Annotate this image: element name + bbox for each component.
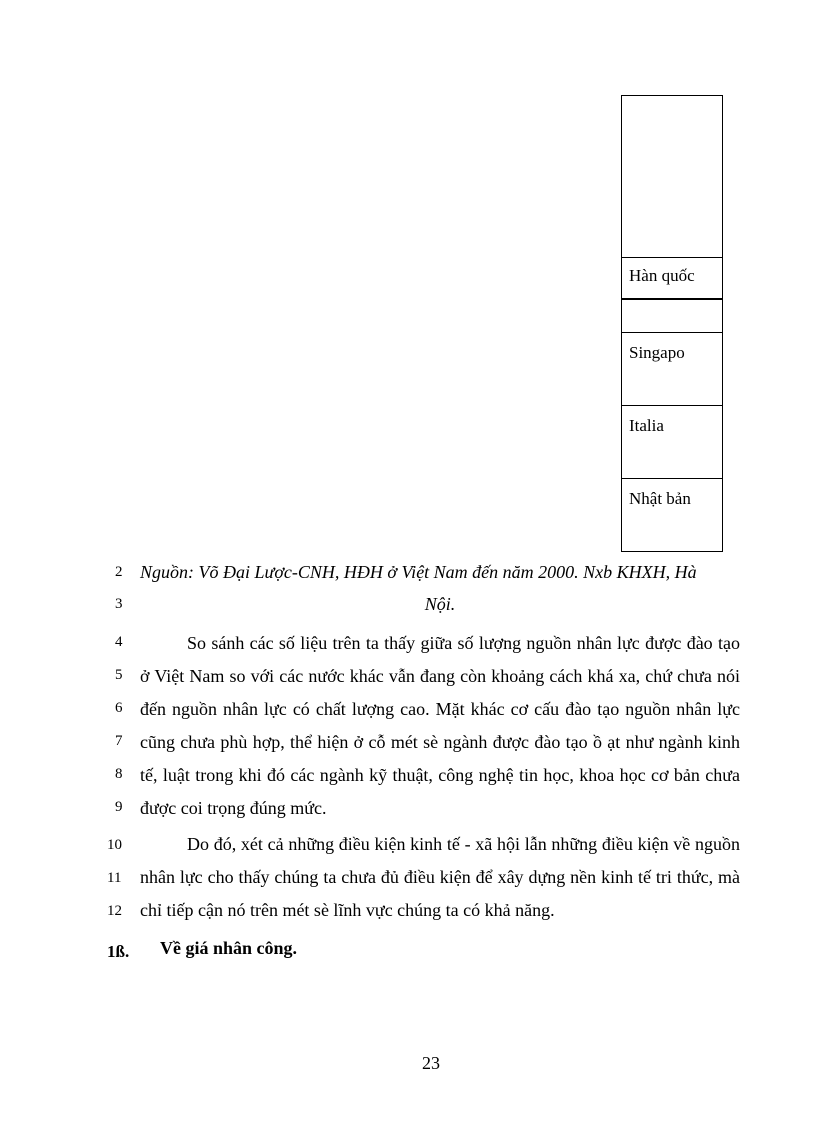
line-number: 12 <box>107 903 122 919</box>
section-number: 1ß. <box>107 942 130 961</box>
line-number: 8 <box>115 766 123 782</box>
body-paragraph <box>140 627 740 825</box>
source-citation-continued: Nội. <box>424 594 456 614</box>
table-cell-empty <box>622 300 722 333</box>
line-number: 3 <box>115 596 123 612</box>
section-heading: Về giá nhân công. <box>160 938 298 958</box>
source-citation: Nguồn: Võ Đại Lược-CNH, HĐH ở Việt Nam đến năm 2000. Nxb KHXH, Hà <box>140 562 697 582</box>
table-cell-country: Italia <box>622 406 722 479</box>
line-number: 4 <box>115 634 123 650</box>
page-number: 23 <box>422 1053 440 1073</box>
line-number: 10 <box>107 837 122 853</box>
country-table <box>621 95 723 552</box>
line-number: 5 <box>115 667 123 683</box>
table-cell-empty <box>622 96 722 258</box>
line-number: 11 <box>107 870 122 886</box>
table-cell-country: Nhật bản <box>622 479 722 552</box>
line-number: 6 <box>115 700 123 716</box>
body-paragraph <box>140 828 740 927</box>
table-cell-country: Hàn quốc <box>622 258 722 300</box>
paragraph-text: So sánh các số liệu trên ta thấy giữa số lượng nguồn nhân lực được đào tạo ở Việt Nam so với các nước khác vẫn đang còn khoảng cách khá xa, chứ chưa nói đến nguồn nhân lực có chất lượng cao. Mặt khác cơ cấu đào tạo nguồn nhân lực cũng chưa phù hợp, thể hiện ở cỗ mét sè ngành được đào tạo ồ ạt như ngành kinh tế, luật trong khi đó các ngành kỹ thuật, công nghệ tin học, khoa học cơ bản chưa được coi trọng đúng mức. <box>140 633 740 818</box>
line-number: 7 <box>115 733 123 749</box>
table-cell-country: Singapo <box>622 333 722 406</box>
line-number: 9 <box>115 799 123 815</box>
paragraph-text: Do đó, xét cả những điều kiện kinh tế - xã hội lẫn những điều kiện về nguồn nhân lực cho thấy chúng ta chưa đủ điều kiện để xây dựng nền kinh tế tri thức, mà chỉ tiếp cận nó trên mét sè lĩnh vực chúng ta có khả năng. <box>140 834 740 920</box>
line-number: 2 <box>115 564 123 580</box>
